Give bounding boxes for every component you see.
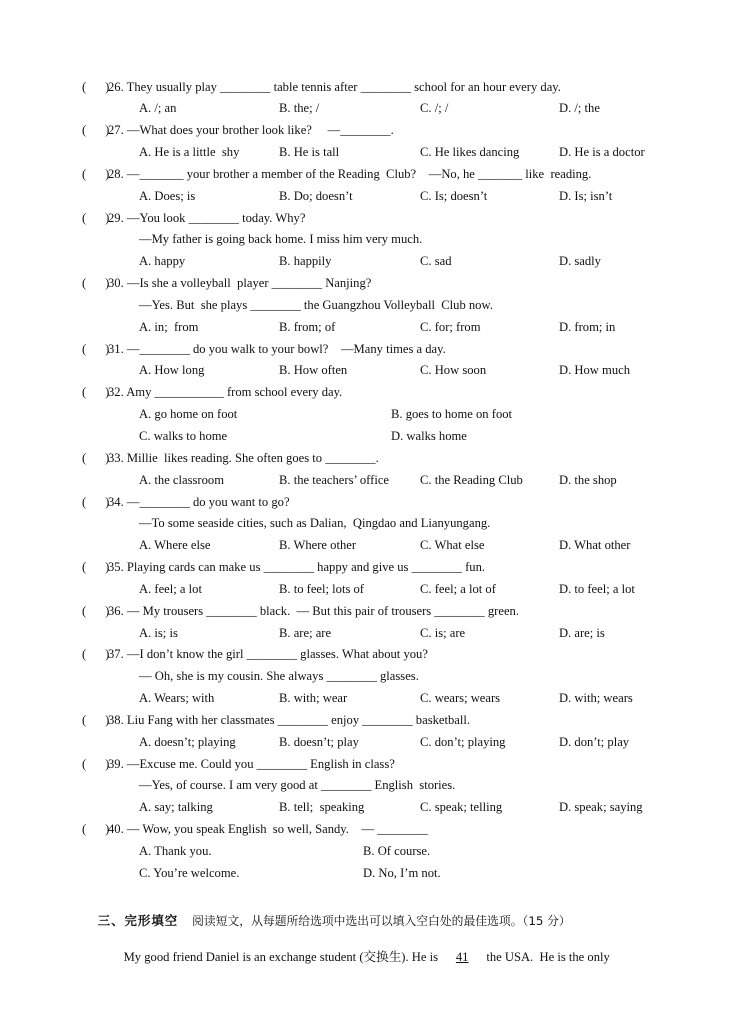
option-c: C. You’re welcome.: [139, 866, 240, 880]
answer-paren: ( ): [82, 167, 110, 181]
answer-paren: ( ): [82, 822, 110, 836]
question-reply: —My father is going back home. I miss him very much.: [139, 232, 423, 246]
option-b: B. Where other: [279, 538, 357, 552]
answer-paren: ( ): [82, 342, 110, 356]
option-c: C. How soon: [420, 363, 487, 377]
section-3-heading: [82, 903, 571, 941]
answer-paren: ( ): [82, 713, 110, 727]
option-a: A. doesn’t; playing: [139, 735, 236, 749]
option-c: C. the Reading Club: [420, 473, 523, 487]
option-d: D. Is; isn’t: [559, 189, 613, 203]
question-stem: 28. —_______ your brother a member of the Reading Club? —No, he _______ like reading.: [108, 167, 592, 181]
question-stem: 27. —What does your brother look like? —________.: [108, 123, 394, 137]
question-reply: — Oh, she is my cousin. She always ________ glasses.: [139, 669, 419, 683]
answer-paren: ( ): [82, 495, 110, 509]
answer-paren: ( ): [82, 385, 110, 399]
option-d: D. don’t; play: [559, 735, 630, 749]
question-stem: 26. They usually play ________ table tennis after ________ school for an hour every day.: [108, 80, 561, 94]
question-reply: —Yes. But she plays ________ the Guangzhou Volleyball Club now.: [139, 298, 493, 312]
question-reply: —Yes, of course. I am very good at ________ English stories.: [139, 778, 456, 792]
option-c: C. What else: [420, 538, 485, 552]
option-d: D. He is a doctor: [559, 145, 645, 159]
option-b: B. He is tall: [279, 145, 340, 159]
option-a: A. go home on foot: [139, 407, 238, 421]
question-stem: 36. — My trousers ________ black. — But this pair of trousers ________ green.: [108, 604, 519, 618]
option-a: A. Wears; with: [139, 691, 215, 705]
option-a: A. Thank you.: [139, 844, 212, 858]
option-c: C. for; from: [420, 320, 481, 334]
option-d: D. are; is: [559, 626, 605, 640]
option-a: A. say; talking: [139, 800, 213, 814]
option-d: D. from; in: [559, 320, 616, 334]
option-d: D. How much: [559, 363, 631, 377]
option-b: B. Do; doesn’t: [279, 189, 353, 203]
option-b: B. How often: [279, 363, 348, 377]
option-c: C. walks to home: [139, 429, 228, 443]
option-a: A. feel; a lot: [139, 582, 202, 596]
option-d: D. /; the: [559, 101, 600, 115]
option-b: B. goes to home on foot: [391, 407, 513, 421]
option-d: D. with; wears: [559, 691, 633, 705]
option-b: B. the teachers’ office: [279, 473, 390, 487]
option-c: C. /; /: [420, 101, 449, 115]
question-stem: 38. Liu Fang with her classmates ________ enjoy ________ basketball.: [108, 713, 471, 727]
option-c: C. speak; telling: [420, 800, 503, 814]
answer-paren: ( ): [82, 757, 110, 771]
option-d: D. No, I’m not.: [363, 866, 441, 880]
option-a: A. /; an: [139, 101, 177, 115]
answer-paren: ( ): [82, 80, 110, 94]
option-d: D. the shop: [559, 473, 617, 487]
passage-text-before: My good friend Daniel is an exchange student (交换生). He is: [123, 949, 442, 964]
option-d: D. walks home: [391, 429, 467, 443]
question-stem: 32. Amy ___________ from school every day.: [108, 385, 343, 399]
question-stem: 40. — Wow, you speak English so well, Sandy. — ________: [108, 822, 428, 836]
option-a: A. in; from: [139, 320, 199, 334]
question-stem: 35. Playing cards can make us ________ happy and give us ________ fun.: [108, 560, 486, 574]
question-stem: 31. —________ do you walk to your bowl? —Many times a day.: [108, 342, 446, 356]
answer-paren: ( ): [82, 604, 110, 618]
answer-paren: ( ): [82, 123, 110, 137]
option-a: A. How long: [139, 363, 205, 377]
option-b: B. happily: [279, 254, 332, 268]
option-c: C. Is; doesn’t: [420, 189, 488, 203]
question-reply: —To some seaside cities, such as Dalian, Qingdao and Lianyungang.: [139, 516, 491, 530]
option-a: A. He is a little shy: [139, 145, 240, 159]
option-d: D. What other: [559, 538, 631, 552]
question-stem: 37. —I don’t know the girl ________ glasses. What about you?: [108, 647, 428, 661]
answer-paren: ( ): [82, 211, 110, 225]
option-b: B. with; wear: [279, 691, 348, 705]
option-d: D. to feel; a lot: [559, 582, 635, 596]
option-b: B. tell; speaking: [279, 800, 365, 814]
option-c: C. feel; a lot of: [420, 582, 496, 596]
question-stem: 30. —Is she a volleyball player ________ Nanjing?: [108, 276, 372, 290]
option-a: A. Does; is: [139, 189, 196, 203]
option-b: B. doesn’t; play: [279, 735, 359, 749]
option-c: C. He likes dancing: [420, 145, 520, 159]
option-c: C. is; are: [420, 626, 466, 640]
section-3-title: 三、完形填空: [97, 913, 179, 929]
passage-text-after: the USA. He is the only: [483, 949, 610, 964]
option-d: D. speak; saying: [559, 800, 643, 814]
option-a: A. the classroom: [139, 473, 224, 487]
cloze-blank-41: 41: [455, 949, 469, 964]
question-stem: 33. Millie likes reading. She often goes to ________.: [108, 451, 379, 465]
option-c: C. wears; wears: [420, 691, 501, 705]
option-a: A. Where else: [139, 538, 211, 552]
option-d: D. sadly: [559, 254, 601, 268]
option-b: B. the; /: [279, 101, 320, 115]
question-stem: 39. —Excuse me. Could you ________ English in class?: [108, 757, 395, 771]
option-b: B. to feel; lots of: [279, 582, 364, 596]
option-b: B. are; are: [279, 626, 332, 640]
answer-paren: ( ): [82, 276, 110, 290]
option-a: A. is; is: [139, 626, 178, 640]
answer-paren: ( ): [82, 647, 110, 661]
option-c: C. sad: [420, 254, 452, 268]
option-b: B. Of course.: [363, 844, 431, 858]
section-3-instruction: 阅读短文，从每题所给选项中选出可以填入空白处的最佳选项。（15 分）: [192, 914, 571, 929]
answer-paren: ( ): [82, 560, 110, 574]
cloze-passage-line: [111, 938, 610, 976]
option-a: A. happy: [139, 254, 186, 268]
question-stem: 34. —________ do you want to go?: [108, 495, 290, 509]
answer-paren: ( ): [82, 451, 110, 465]
option-c: C. don’t; playing: [420, 735, 506, 749]
question-stem: 29. —You look ________ today. Why?: [108, 211, 306, 225]
option-b: B. from; of: [279, 320, 336, 334]
